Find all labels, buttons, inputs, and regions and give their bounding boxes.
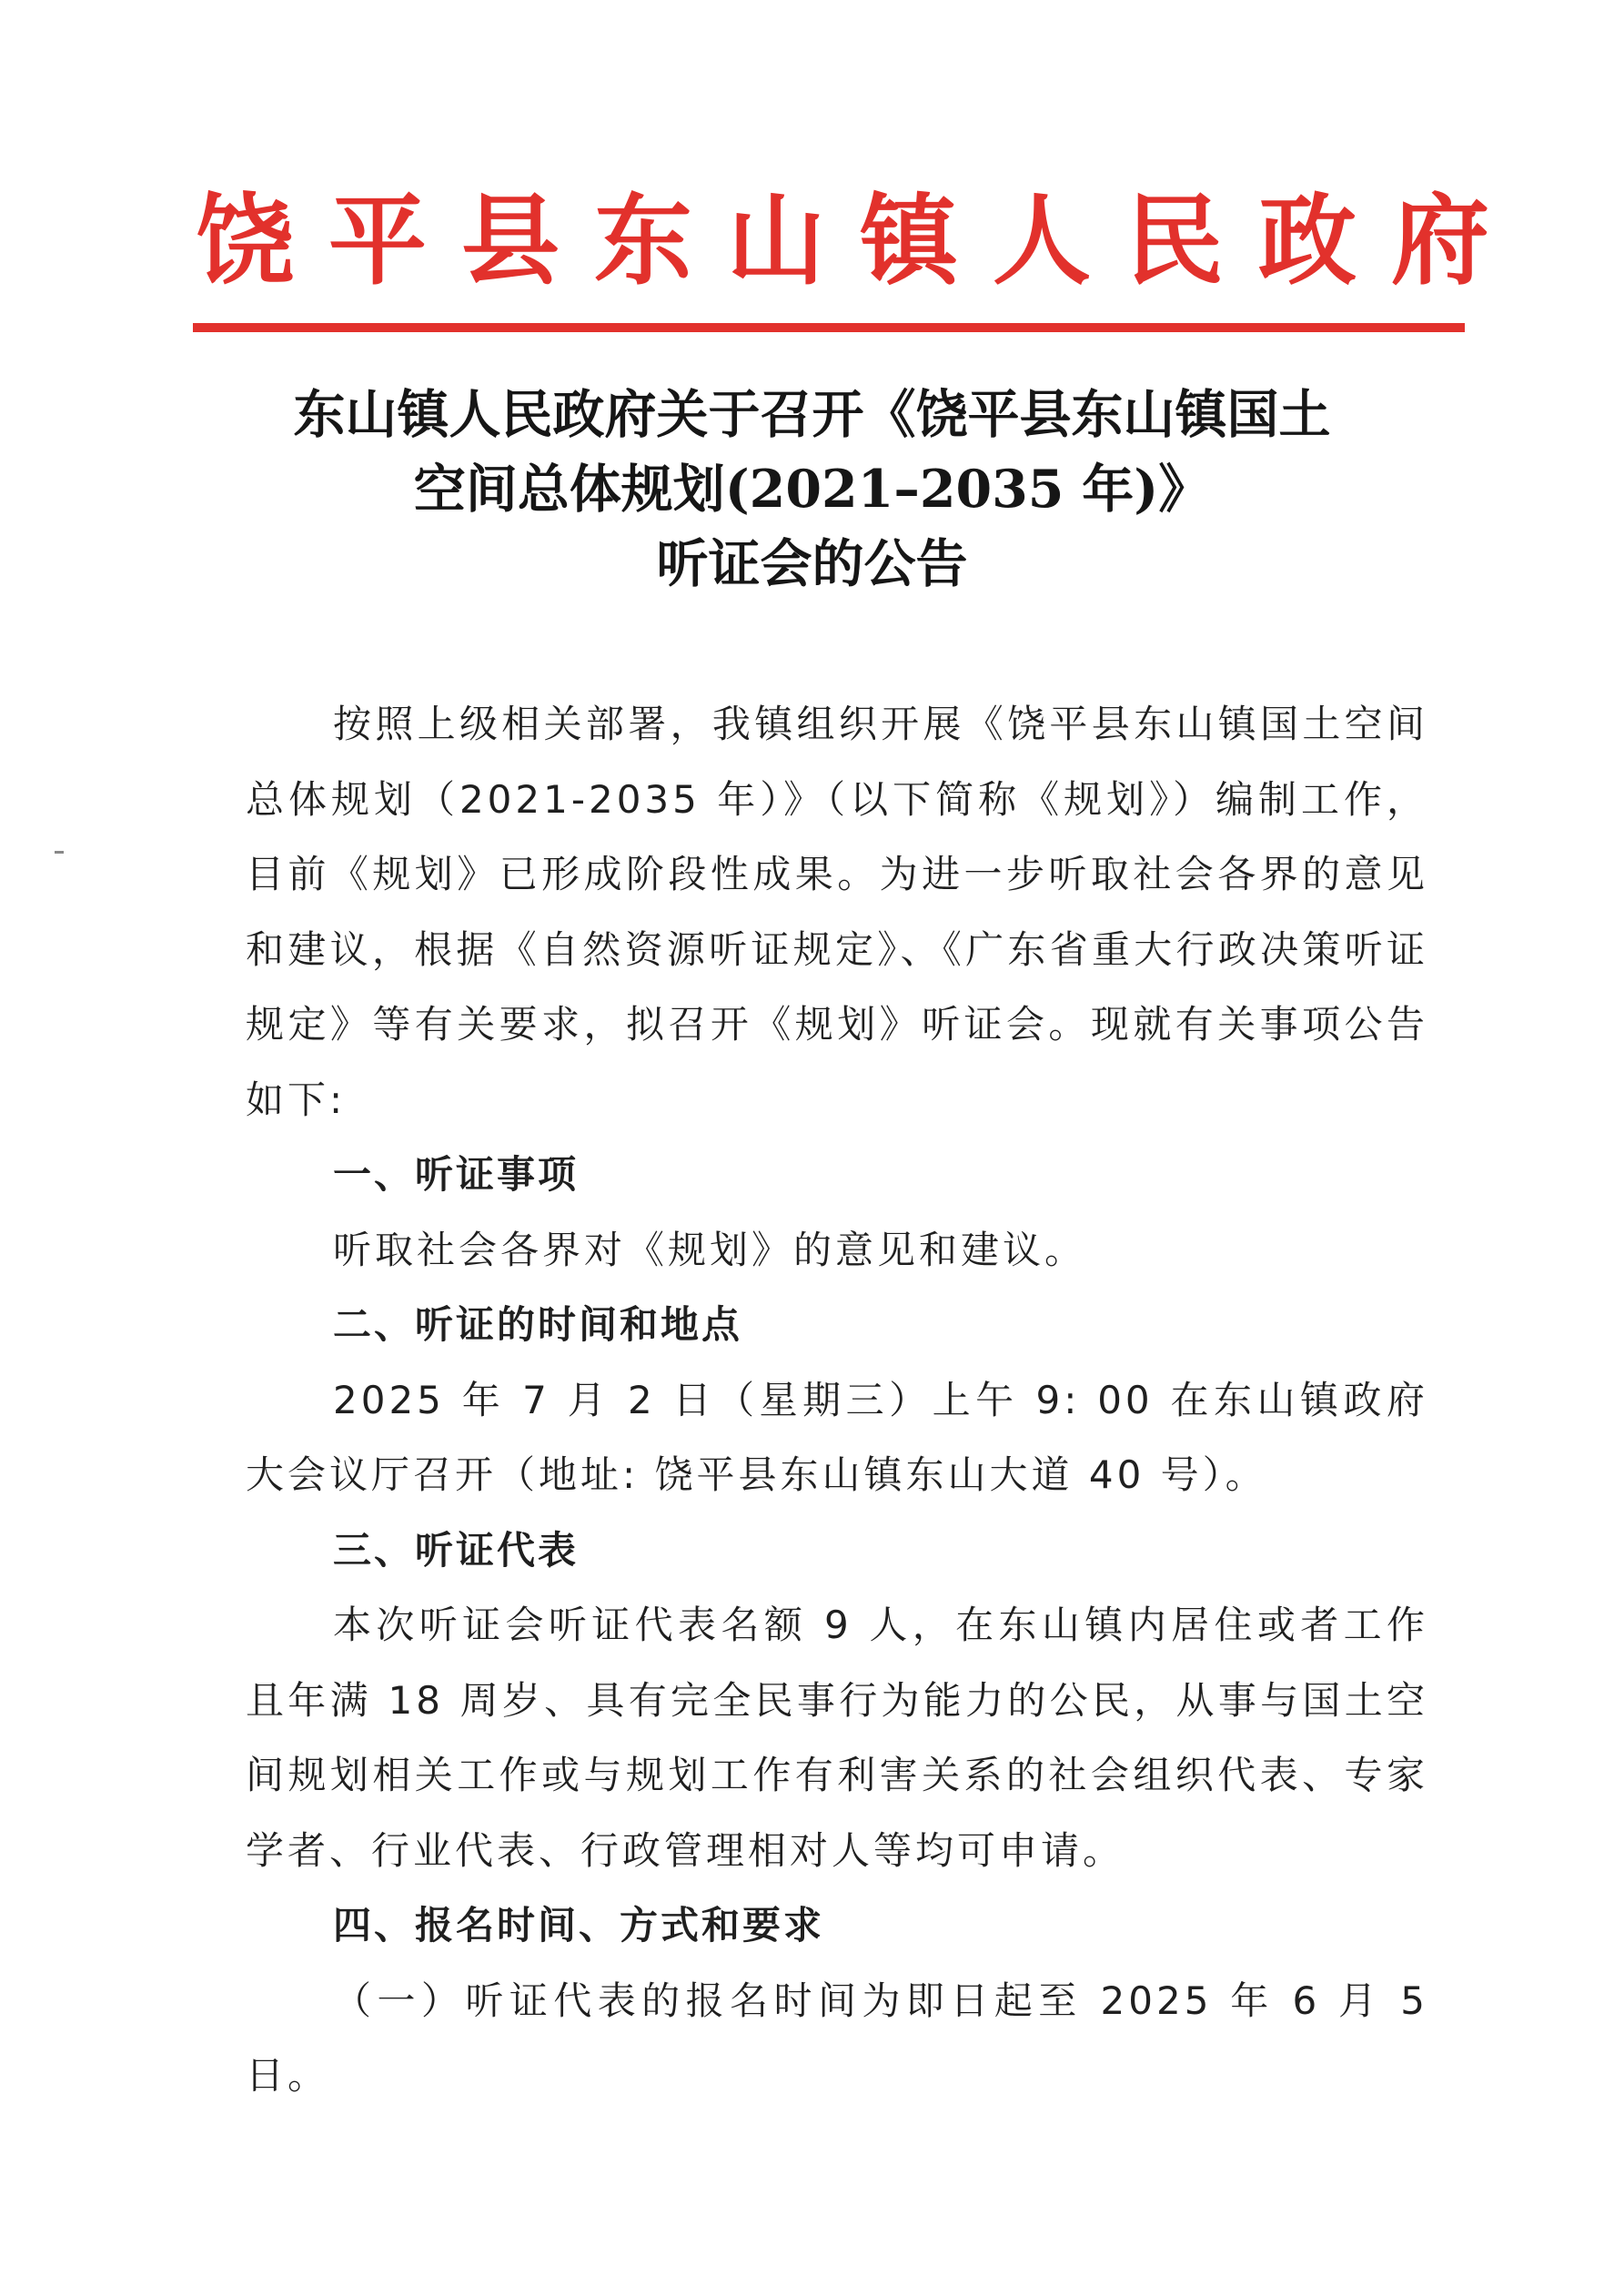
section-heading-hearing-matters: 一、听证事项: [333, 1152, 580, 1197]
section-text-representatives: 本次听证会听证代表名额 9 人，在东山镇内居住或者工作且年满 18 周岁、具有完全民事行为能力的公民，从事与国土空间规划相关工作或与规划工作有利害关系的社会组织代表、专家学者、行业代表、行政管理相对人等均可申请。: [246, 1603, 1428, 1873]
notice-title: [164, 378, 1460, 602]
issuing-authority-header: 饶平县东山镇人民政府: [196, 184, 1525, 298]
title-line-2: 空间总体规划(2021–2035 年)》: [413, 459, 1211, 520]
section-heading-representatives: 三、听证代表: [333, 1527, 580, 1573]
section-text-time-place: 2025 年 7 月 2 日（星期三）上午 9: 00 在东山镇政府大会议厅召开（地址: 饶平县东山镇东山大道 40 号）。: [246, 1377, 1428, 1497]
scan-artifact: [55, 851, 64, 854]
red-divider-line: [193, 323, 1465, 332]
section-text-hearing-matters: 听取社会各界对《规划》的意见和建议。: [333, 1227, 1087, 1272]
title-line-1: 东山镇人民政府关于召开《饶平县东山镇国土: [293, 384, 1331, 445]
title-line-3: 听证会的公告: [656, 533, 968, 594]
section-heading-time-place: 二、听证的时间和地点: [333, 1302, 743, 1347]
intro-paragraph: 按照上级相关部署，我镇组织开展《饶平县东山镇国土空间总体规划（2021-2035 年）》（以下简称《规划》）编制工作，目前《规划》已形成阶段性成果。为进一步听取社会各界的意见和建议，根据《自然资源听证规定》、《广东省重大行政决策听证规定》等有关要求，拟召开《规划》听证会。现就有关事项公告如下:: [246, 702, 1428, 1122]
section-heading-registration: 四、报名时间、方式和要求: [333, 1903, 825, 1947]
registration-item-1: （一）听证代表的报名时间为即日起至 2025 年 6 月 5 日。: [246, 1977, 1428, 2098]
notice-body: [246, 687, 1428, 2114]
